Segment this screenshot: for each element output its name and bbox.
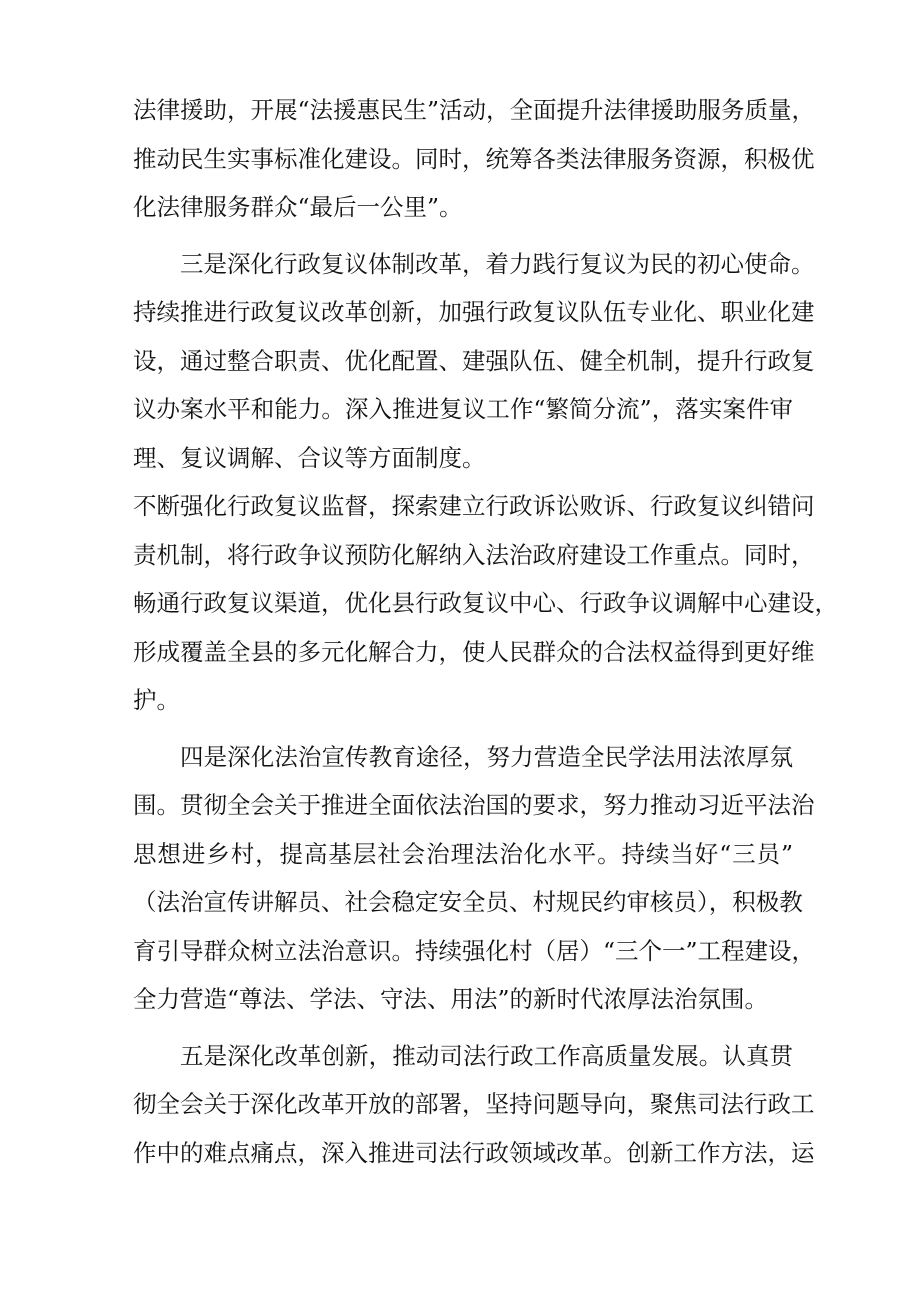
text-line: 作中的难点痛点，深入推进司法行政领域改革。创新工作方法，运 [133,1138,815,1167]
text-line: 四是深化法治宣传教育途径，努力营造全民学法用法浓厚氛 [180,742,793,771]
paragraph-legal-publicity [133,733,816,1024]
text-line: 五是深化改革创新，推动司法行政工作高质量发展。认真贯 [180,1041,793,1070]
text-line: 形成覆盖全县的多元化解合力，使人民群众的合法权益得到更好维 [133,637,815,666]
text-line: 畅通行政复议渠道，优化县行政复议中心、行政争议调解中心建设， [133,589,838,617]
text-line: 法律援助，开展“法援惠民生”活动，全面提升法律援助服务质量， [133,96,816,124]
text-line: 彻全会关于深化改革开放的部署，坚持问题导向，聚焦司法行政工 [133,1090,815,1118]
document-body [133,86,838,1177]
text-line: 思想进乡村，提高基层社会治理法治化水平。持续当好“三员” [133,839,793,868]
paragraph-review-supervision [133,482,838,725]
text-line: 推动民生实事标准化建设。同时，统筹各类法律服务资源，积极优 [133,144,815,173]
text-line: （法治宣传讲解员、社会稳定安全员、村规民约审核员），积极教 [133,888,803,916]
paragraph-administrative-review [133,240,815,483]
text-line: 护。 [133,686,180,714]
text-line: 不断强化行政复议监督，探索建立行政诉讼败诉、行政复议纠错问 [133,492,815,520]
text-line: 育引导群众树立法治意识。持续强化村（居）“三个一”工程建设， [133,936,816,965]
paragraph-legal-aid [133,86,816,232]
text-line: 责机制，将行政争议预防化解纳入法治政府建设工作重点。同时， [133,540,815,569]
text-line: 设，通过整合职责、优化配置、建强队伍、健全机制，提升行政复 [133,346,815,375]
text-line: 三是深化行政复议体制改革，着力践行复议为民的初心使命。 [180,249,815,278]
text-line: 议办案水平和能力。深入推进复议工作“繁简分流”，落实案件审 [133,395,793,423]
text-line: 化法律服务群众“最后一公里”。 [133,193,463,221]
text-line: 全力营造“尊法、学法、守法、用法”的新时代浓厚法治氛围。 [133,985,769,1013]
paragraph-reform-innovation [133,1032,815,1178]
text-line: 持续推进行政复议改革创新，加强行政复议队伍专业化、职业化建 [133,298,815,326]
text-line: 围。贯彻全会关于推进全面依法治国的要求，努力推动习近平法治 [133,791,815,819]
text-line: 理、复议调解、合议等方面制度。 [133,443,486,472]
